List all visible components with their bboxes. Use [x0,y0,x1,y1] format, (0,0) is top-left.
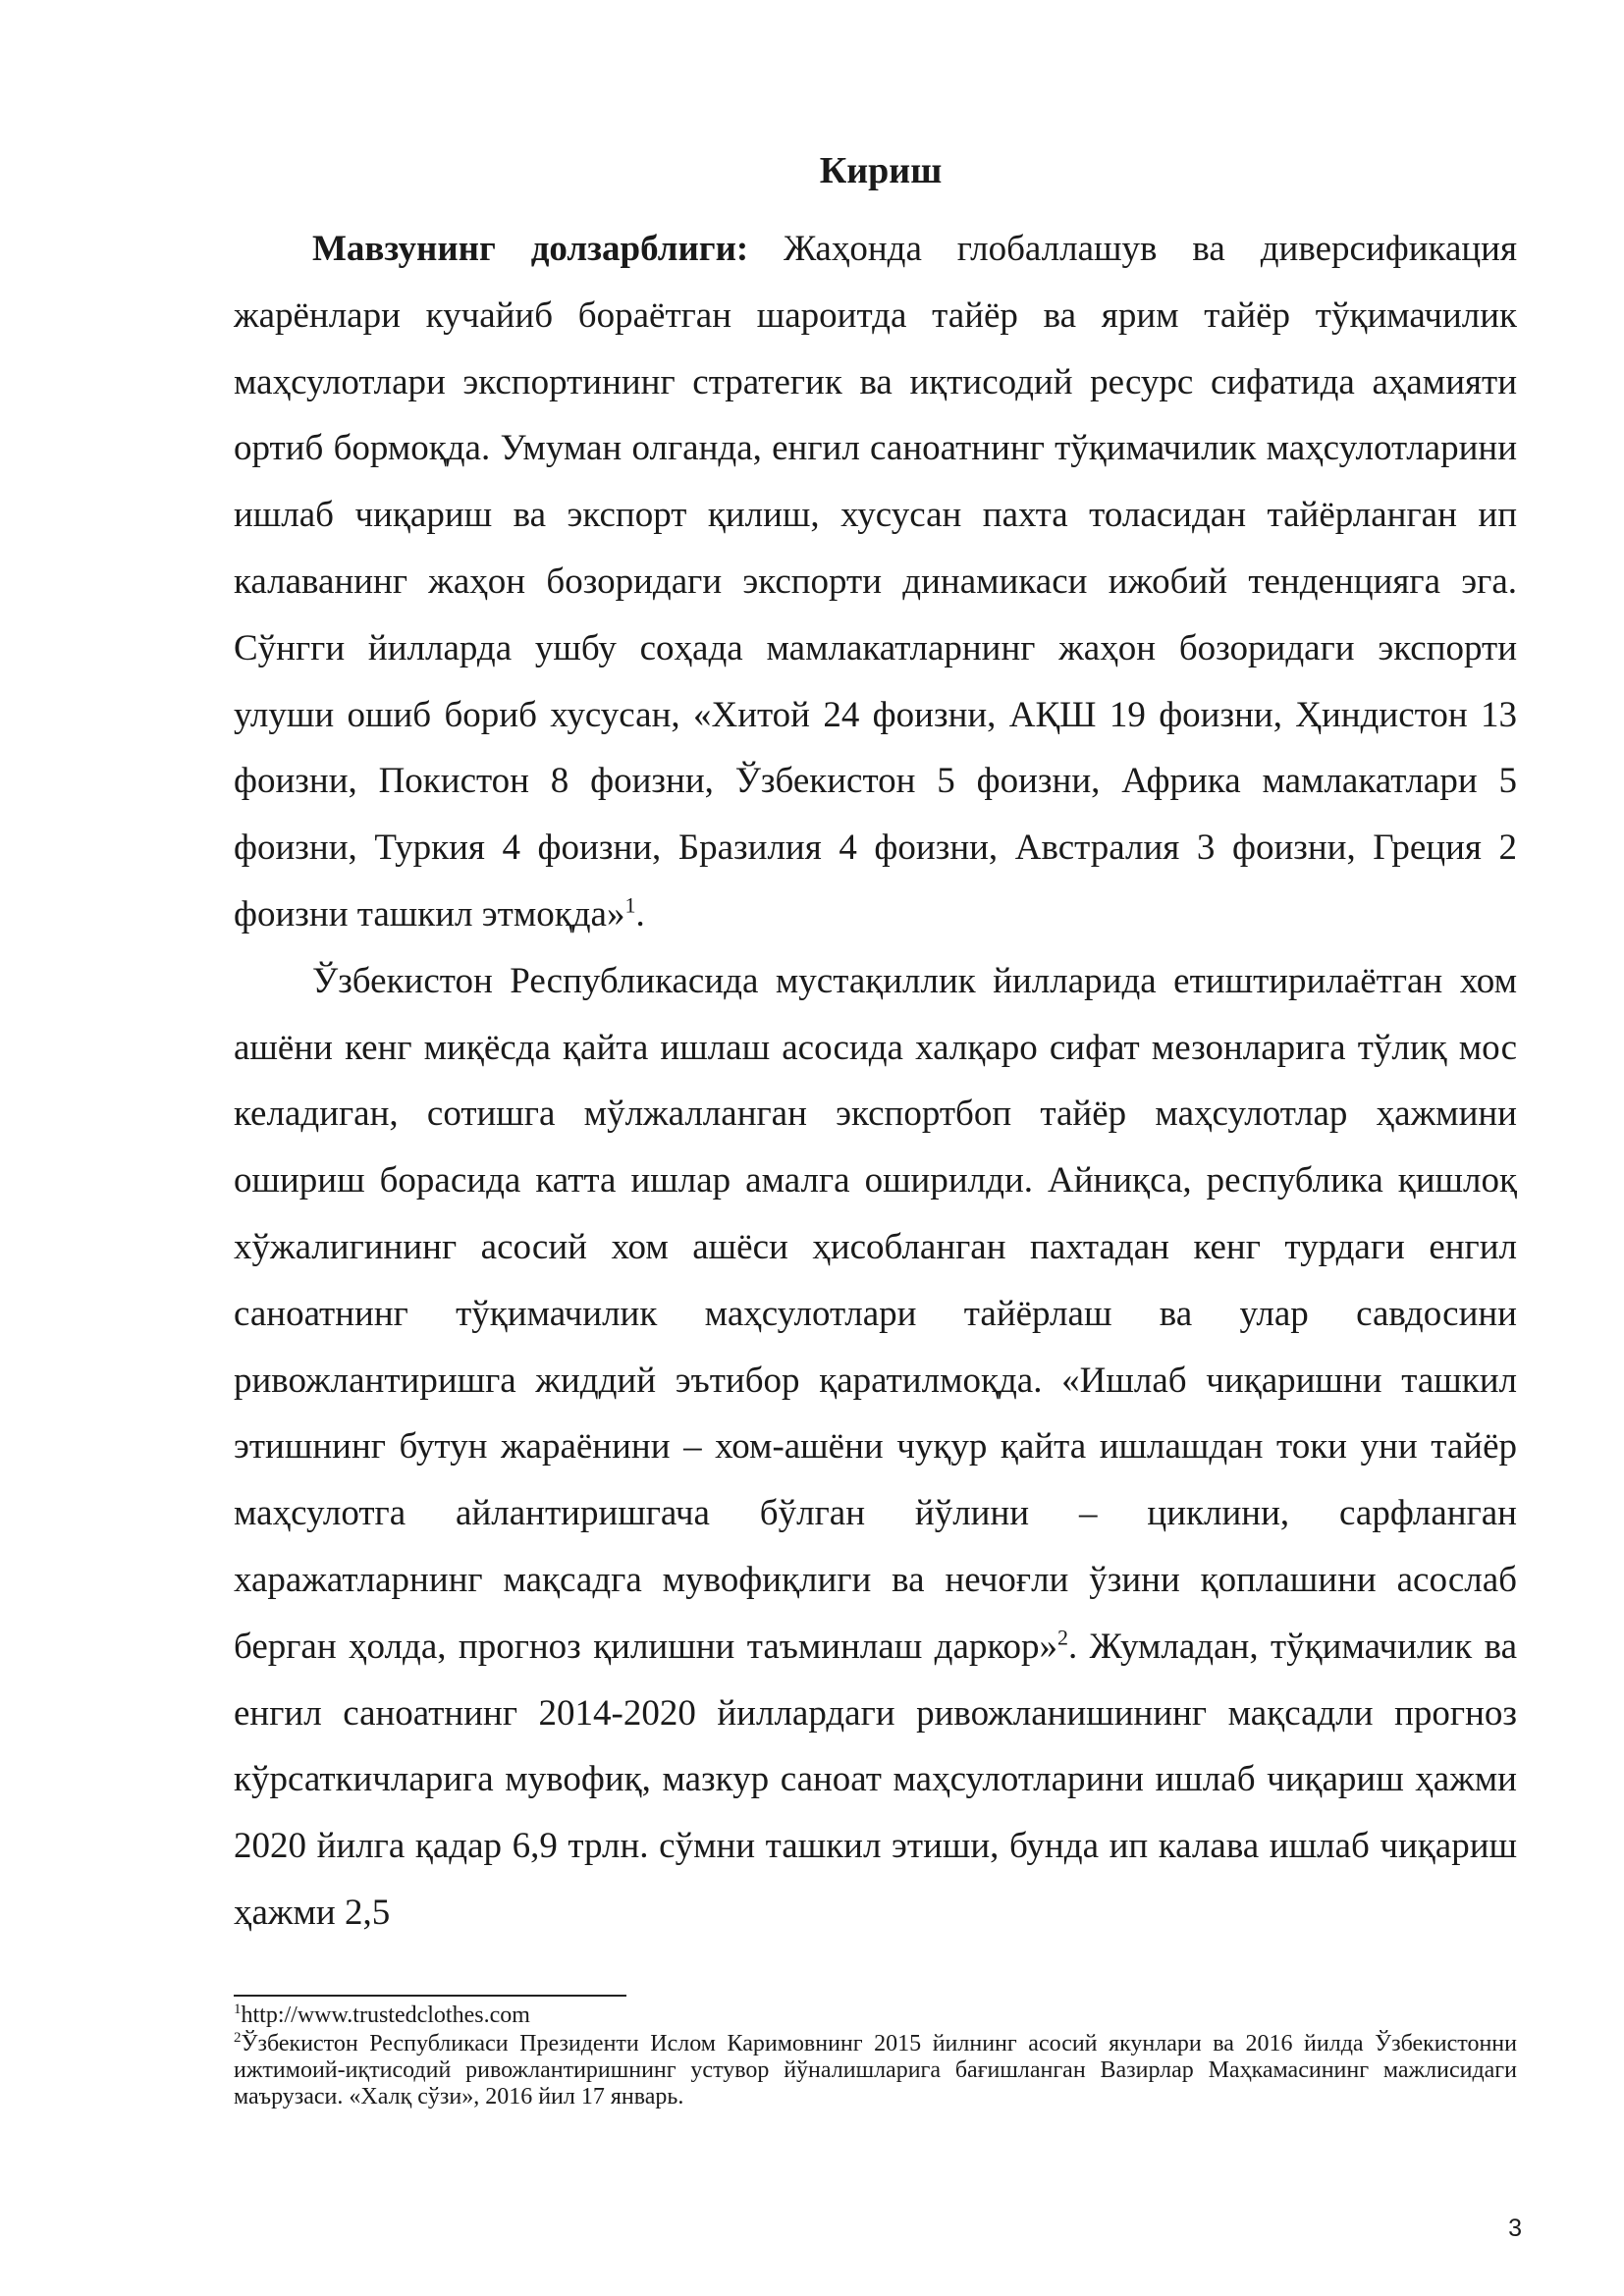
paragraph-tail: . Жумладан, тўқимачилик ва енгил саноатнинг 2014-2020 йиллардаги ривожланишининг мақсадли прогноз кўрсаткичларига мувофиқ, мазкур саноат маҳсулотларини ишлаб чиқариш ҳажми 2020 йилга қадар 6,9 трлн. сўмни ташкил этиши, бунда ип калава ишлаб чиқариш ҳажми 2,5 [234,1626,1517,1933]
footnote-ref-2[interactable]: 2 [1057,1625,1069,1650]
footnote-1 [234,2002,1517,2029]
body-text [234,216,1517,1947]
footnotes [234,2002,1517,2112]
paragraph-lead: Мавзунинг долзарблиги: [312,229,749,269]
footnote-2 [234,2031,1517,2110]
footnote-text: Ўзбекистон Республикаси Президенти Ислом Каримовнинг 2015 йилнинг асосий якунлари ва 2016 йилда Ўзбекистонни ижтимоий-иқтисодий ривожлантиришнинг устувор йўналишларига бағишланган Вазирлар Маҳкамасининг мажлисидаги маърузаси. «Халқ сўзи», 2016 йил 17 январь. [234,2031,1517,2109]
footnote-ref-1[interactable]: 1 [624,892,636,918]
footnote-number: 2 [234,2030,242,2046]
paragraph-text: Жаҳонда глобаллашув ва диверсификация жарёнлари кучайиб бораётган шароитда тайёр ва ярим тайёр тўқимачилик маҳсулотлари экспортининг стратегик ва иқтисодий ресурс сифатида аҳамияти ортиб бормоқда. Умуман олганда, енгил саноатнинг тўқимачилик маҳсулотларини ишлаб чиқариш ва экспорт қилиш, хусусан пахта толасидан тайёрланган ип калаванинг жаҳон бозоридаги экспорти динамикаси ижобий тенденцияга эга. Сўнгги йилларда ушбу соҳада мамлакатларнинг жаҳон бозоридаги экспорти улуши ошиб бориб хусусан, «Хитой 24 фоизни, АҚШ 19 фоизни, Ҳиндистон 13 фоизни, Покистон 8 фоизни, Ўзбекистон 5 фоизни, Африка мамлакатлари 5 фоизни, Туркия 4 фоизни, Бразилия 4 фоизни, Австралия 3 фоизни, Греция 2 фоизни ташкил этмоқда» [234,229,1517,934]
footnote-divider [234,1995,626,1997]
page-title: Кириш [819,150,943,191]
paragraph-relevance [234,216,1517,948]
page-number: 3 [1508,2215,1522,2242]
paragraph-uzbekistan [234,948,1517,1947]
paragraph-tail: . [635,893,645,934]
paragraph-text: Ўзбекистон Республикасида мустақиллик йилларида етиштирилаётган хом ашёни кенг миқёсда қайта ишлаш асосида халқаро сифат мезонларига тўлиқ мос келадиган, сотишга мўлжалланган экспортбоп тайёр маҳсулотлар ҳажмини ошириш борасида катта ишлар амалга оширилди. Айниқса, республика қишлоқ хўжалигининг асосий хом ашёси ҳисобланган пахтадан кенг турдаги енгил саноатнинг тўқимачилик маҳсулотлари тайёрлаш ва улар савдосини ривожлантиришга жиддий эътибор қаратилмоқда. «Ишлаб чиқаришни ташкил этишнинг бутун жараёнини – хом-ашёни чуқур қайта ишлашдан токи уни тайёр маҳсулотга айлантиришгача бўлган йўлини – циклини, сарфланган харажатларнинг мақсадга мувофиқлиги ва нечоғли ўзини қоплашини асослаб берган ҳолда, прогноз қилишни таъминлаш даркор» [234,960,1517,1667]
footnote-link[interactable]: http://www.trustedclothes.com [241,2002,530,2028]
footnote-number: 1 [234,2002,242,2017]
